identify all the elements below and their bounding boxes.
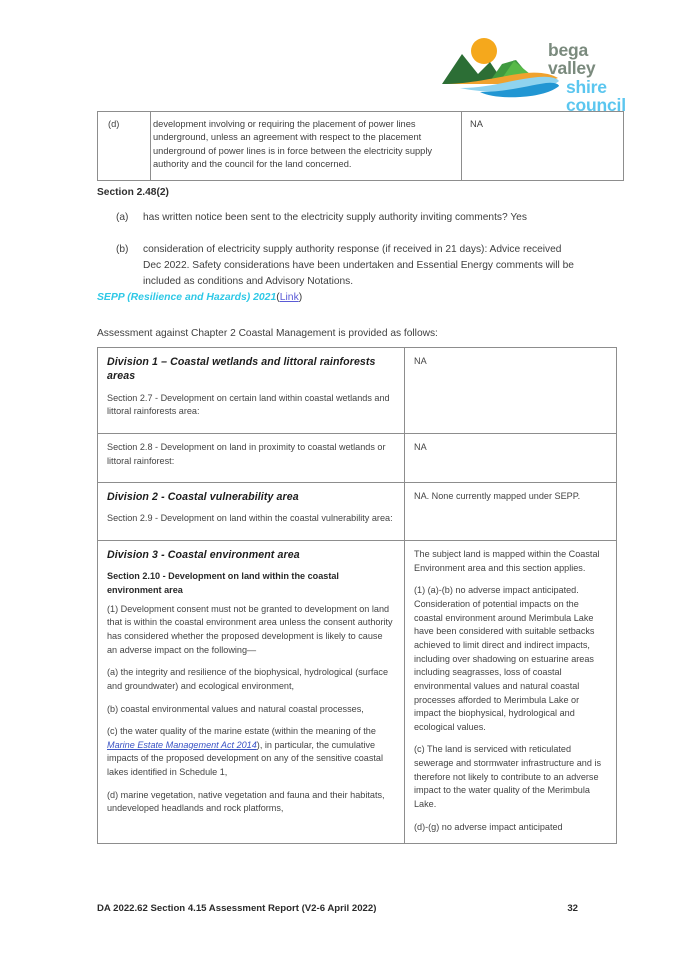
response-paragraph-3: (c) The land is serviced with reticulated sewerage and stormwater infrastructure and is therefore not likely to contribute to an adverse impact to the water quality of the Merimbula Lake. [414, 744, 602, 809]
logo-text-line1: bega valley [548, 40, 596, 78]
list-item [116, 210, 581, 226]
coastal-management-assessment-table [97, 347, 617, 844]
list-item-text: consideration of electricity supply authority response (if received in 21 days): Advice received Dec 2022. Safety considerations have been undertaken and Essential Energy comments will be included as conditions and Advisory Notations. [143, 244, 574, 287]
section-28-response: NA [405, 433, 617, 482]
section-label: Section 2.9 - Development on land within the coastal vulnerability area: [107, 513, 393, 524]
table-row [98, 541, 617, 844]
list-item-label: (a) [116, 212, 129, 223]
division-heading: Division 2 - Coastal vulnerability area [107, 491, 299, 504]
division-heading: Division 1 – Coastal wetlands and littoral rainforests areas [107, 356, 376, 383]
logo-text-line2: shire council [566, 77, 626, 115]
list-item-label: (b) [116, 244, 129, 255]
sepp-close-paren: ) [298, 292, 303, 303]
clause-paragraph-d: (d) marine vegetation, native vegetation and fauna and their habitats, undeveloped headlands and rock platforms, [107, 789, 385, 814]
table-row [98, 433, 617, 482]
clause-c-text-before: (c) the water quality of the marine estate (within the meaning of the [107, 726, 376, 737]
council-logo [440, 30, 640, 115]
section-label: Section 2.7 - Development on certain land within coastal wetlands and littoral rainforests area: [107, 392, 390, 417]
clause-letter: (d) [98, 112, 151, 181]
section-label: Section 2.10 - Development on land within the coastal environment area [107, 571, 339, 596]
assessment-intro-text: Assessment against Chapter 2 Coastal Management is provided as follows: [97, 328, 438, 339]
clause-paragraph-c [107, 725, 395, 780]
division-2-response: NA. None currently mapped under SEPP. [405, 483, 617, 541]
sepp-reference-heading [97, 292, 302, 303]
section-label: Section 2.8 - Development on land in proximity to coastal wetlands or littoral rainforest: [107, 441, 386, 466]
section-28-cell [98, 433, 405, 482]
section-2482-heading: Section 2.48(2) [97, 187, 169, 198]
clause-paragraph-a: (a) the integrity and resilience of the biophysical, hydrological (surface and groundwater) and ecological environment, [107, 667, 389, 691]
clause-c-text-after: ), in particular, the cumulative impacts of the proposed development on any of the sensitive coastal lakes identified in Schedule 1, [107, 739, 384, 778]
table-row [98, 112, 624, 181]
clause-paragraph-1: (1) Development consent must not be granted to development on land that is within the coastal environment area unless the consent authority has considered whether the proposed development is likely to cause an adverse impact on the following— [107, 603, 393, 655]
clause-paragraph-b: (b) coastal environmental values and natural coastal processes, [107, 703, 364, 714]
response-paragraph-2: (1) (a)-(b) no adverse impact anticipated. Consideration of potential impacts on the coastal environment around Merimbula Lake have been considered with suitable setbacks achieved to limit direct and indirect impacts, including over shadowing on estuarine areas including seagrasses, loss of coastal environmental values and natural coastal processes afforded to Merimbula Lake or impact the biophysical, hydrological and ecological values. [414, 585, 595, 732]
logo-wordmark [548, 42, 640, 114]
division-3-response [405, 541, 617, 844]
division-1-response: NA [405, 348, 617, 434]
sepp-title-text: SEPP (Resilience and Hazards) 2021 [97, 292, 277, 303]
division-heading: Division 3 - Coastal environment area [107, 549, 300, 562]
division-1-cell [98, 348, 405, 434]
response-paragraph-4: (d)-(g) no adverse impact anticipated [414, 821, 563, 832]
bega-valley-landscape-icon [440, 34, 560, 102]
sepp-link[interactable]: Link [279, 292, 299, 303]
list-item-text: has written notice been sent to the electricity supply authority inviting comments? Yes [143, 212, 527, 223]
footer-page-number: 32 [567, 903, 578, 914]
page-footer [97, 903, 578, 914]
sepp-open-paren: ( [276, 292, 280, 303]
clause-response: NA [462, 112, 624, 181]
footer-document-title: DA 2022.62 Section 4.15 Assessment Report (V2-6 April 2022) [97, 903, 377, 914]
marine-estate-act-link[interactable]: Marine Estate Management Act 2014 [107, 739, 257, 750]
division-3-cell [98, 541, 405, 844]
table-row [98, 348, 617, 434]
power-lines-clause-table [97, 111, 624, 181]
table-row [98, 483, 617, 541]
response-paragraph-1: The subject land is mapped within the Coastal Environment area and this section applies. [414, 549, 600, 573]
clause-body: development involving or requiring the placement of power lines underground, unless an agreement with respect to the placement underground of power lines is in force between the electricity supply authority and the council for the land concerned. [151, 112, 462, 181]
division-2-cell [98, 483, 405, 541]
list-item [116, 242, 581, 289]
